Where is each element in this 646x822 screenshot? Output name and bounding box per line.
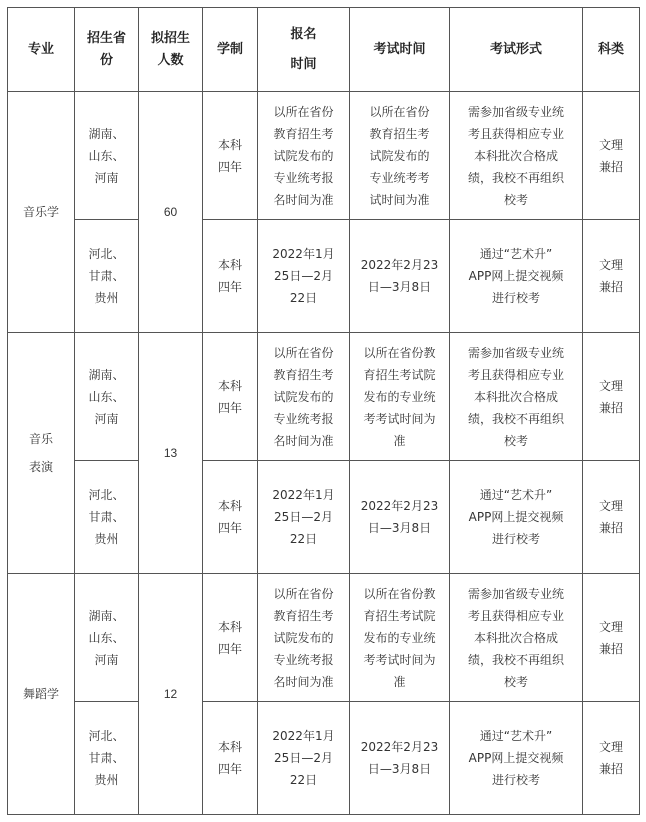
duration-cell: 本科 四年 — [203, 333, 258, 461]
header-exam-time: 考试时间 — [350, 8, 450, 92]
major-cell: 舞蹈学 — [8, 574, 75, 815]
exam-time-cell: 以所在省份教 育招生考试院 发布的专业统 考考试时间为 准 — [350, 333, 450, 461]
exam-form-cell: 需参加省级专业统 考且获得相应专业 本科批次合格成 绩，我校不再组织 校考 — [450, 574, 583, 702]
major-cell: 音乐 表演 — [8, 333, 75, 574]
reg-time-cell: 以所在省份 教育招生考 试院发布的 专业统考报 名时间为准 — [258, 574, 350, 702]
reg-time-cell: 2022年1月 25日—2月 22日 — [258, 461, 350, 574]
table-row — [8, 702, 640, 815]
province-cell: 河北、 甘肃、 贵州 — [75, 461, 139, 574]
duration-cell: 本科 四年 — [203, 574, 258, 702]
exam-time-cell: 以所在省份教 育招生考试院 发布的专业统 考考试时间为 准 — [350, 574, 450, 702]
duration-cell: 本科 四年 — [203, 220, 258, 333]
header-duration: 学制 — [203, 8, 258, 92]
province-cell: 河北、 甘肃、 贵州 — [75, 702, 139, 815]
category-cell: 文理 兼招 — [583, 461, 640, 574]
category-cell: 文理 兼招 — [583, 220, 640, 333]
header-major: 专业 — [8, 8, 75, 92]
exam-time-cell: 2022年2月23 日—3月8日 — [350, 220, 450, 333]
admissions-table — [7, 7, 640, 815]
reg-time-cell: 2022年1月 25日—2月 22日 — [258, 702, 350, 815]
duration-cell: 本科 四年 — [203, 461, 258, 574]
quota-cell: 13 — [139, 333, 203, 574]
reg-time-cell: 以所在省份 教育招生考 试院发布的 专业统考报 名时间为准 — [258, 92, 350, 220]
header-row — [8, 8, 640, 92]
reg-time-cell: 2022年1月 25日—2月 22日 — [258, 220, 350, 333]
exam-form-cell: 通过“艺术升” APP网上提交视频 进行校考 — [450, 220, 583, 333]
category-cell: 文理 兼招 — [583, 702, 640, 815]
table-row — [8, 92, 640, 220]
exam-time-cell: 2022年2月23 日—3月8日 — [350, 702, 450, 815]
major-cell: 音乐学 — [8, 92, 75, 333]
table-row — [8, 333, 640, 461]
header-exam-form: 考试形式 — [450, 8, 583, 92]
exam-form-cell: 通过“艺术升” APP网上提交视频 进行校考 — [450, 461, 583, 574]
category-cell: 文理 兼招 — [583, 333, 640, 461]
reg-time-cell: 以所在省份 教育招生考 试院发布的 专业统考报 名时间为准 — [258, 333, 350, 461]
province-cell: 湖南、 山东、 河南 — [75, 333, 139, 461]
exam-form-cell: 需参加省级专业统 考且获得相应专业 本科批次合格成 绩，我校不再组织 校考 — [450, 92, 583, 220]
table-row — [8, 574, 640, 702]
exam-time-cell: 以所在省份 教育招生考 试院发布的 专业统考考 试时间为准 — [350, 92, 450, 220]
exam-time-cell: 2022年2月23 日—3月8日 — [350, 461, 450, 574]
table-row — [8, 461, 640, 574]
table-row — [8, 220, 640, 333]
quota-cell: 12 — [139, 574, 203, 815]
duration-cell: 本科 四年 — [203, 702, 258, 815]
exam-form-cell: 需参加省级专业统 考且获得相应专业 本科批次合格成 绩，我校不再组织 校考 — [450, 333, 583, 461]
header-reg-time: 报名 时间 — [258, 8, 350, 92]
quota-cell: 60 — [139, 92, 203, 333]
header-quota: 拟招生 人数 — [139, 8, 203, 92]
duration-cell: 本科 四年 — [203, 92, 258, 220]
header-category: 科类 — [583, 8, 640, 92]
province-cell: 河北、 甘肃、 贵州 — [75, 220, 139, 333]
category-cell: 文理 兼招 — [583, 92, 640, 220]
category-cell: 文理 兼招 — [583, 574, 640, 702]
province-cell: 湖南、 山东、 河南 — [75, 574, 139, 702]
header-province: 招生省 份 — [75, 8, 139, 92]
exam-form-cell: 通过“艺术升” APP网上提交视频 进行校考 — [450, 702, 583, 815]
province-cell: 湖南、 山东、 河南 — [75, 92, 139, 220]
